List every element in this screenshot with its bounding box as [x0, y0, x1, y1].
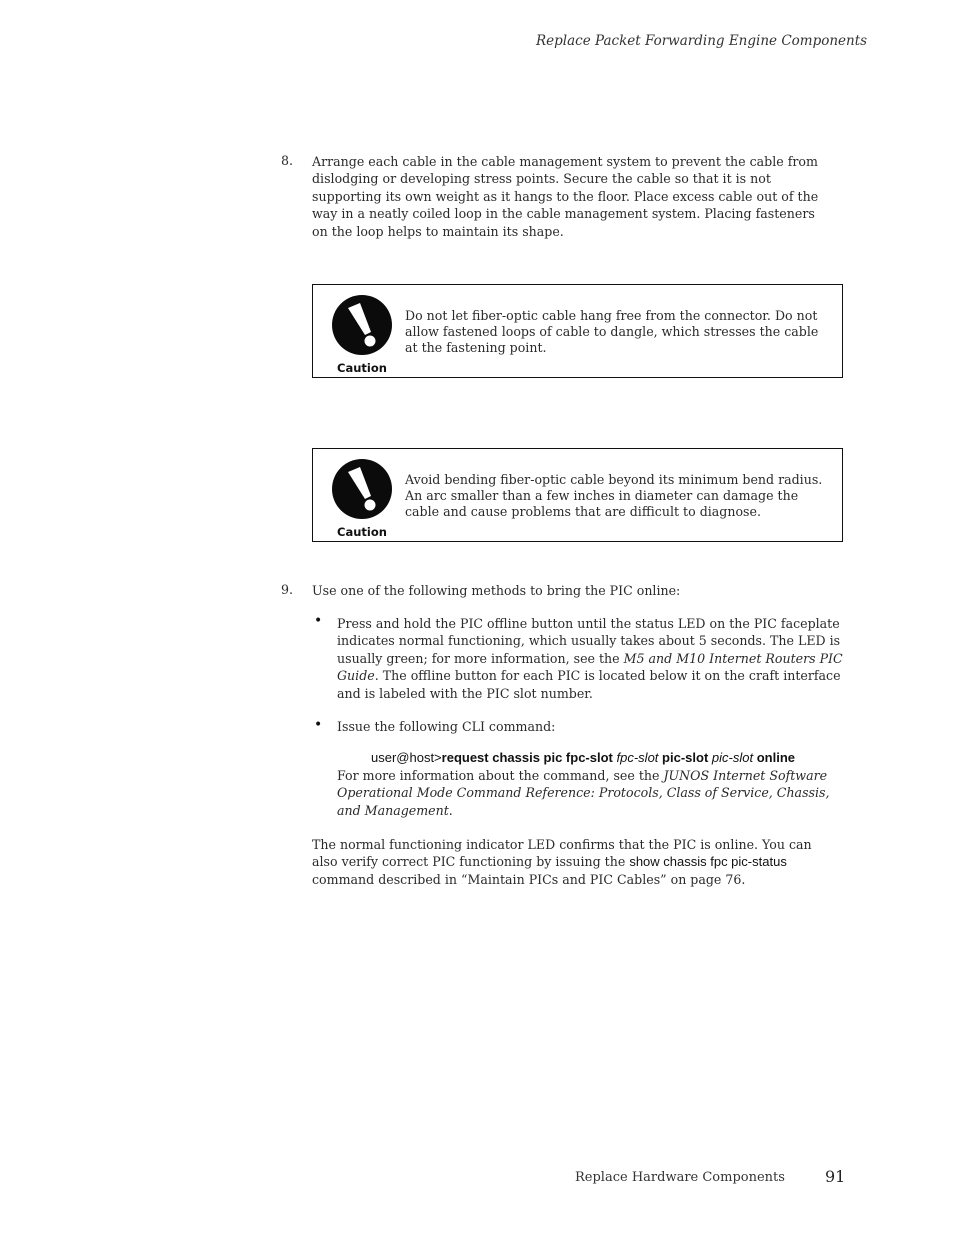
bullet-icon: • [314, 613, 323, 629]
footer-section-title: Replace Hardware Components [575, 1170, 785, 1185]
caution-box-2 [312, 448, 843, 542]
caution-label: Caution [337, 361, 387, 375]
closing-text-end: command described in “Maintain PICs and PIC Cables” on page 76. [312, 871, 746, 887]
step-9-intro: Use one of the following methods to bring the PIC online: [312, 583, 681, 598]
cli-prompt: user@host> [371, 750, 442, 765]
caution-box-1 [312, 284, 843, 378]
page-number: 91 [825, 1167, 846, 1186]
caution-exclamation-icon [331, 458, 393, 520]
step-number-8: 8. [281, 153, 294, 168]
pic-guide-reference: M5 and M10 Internet Routers PIC Guide [337, 650, 843, 684]
more-info-text: For more information about the command, see the [337, 768, 664, 783]
bullet-cli-command: Issue the following CLI command: [337, 719, 556, 734]
cli-keyword: pic-slot [662, 750, 709, 765]
cli-keyword: request chassis pic fpc-slot [441, 750, 613, 765]
command-reference-note [337, 767, 837, 819]
cli-variable: pic-slot [711, 750, 754, 765]
bullet-icon: • [314, 717, 323, 733]
step-number-9: 9. [281, 582, 294, 597]
caution-label: Caution [337, 525, 387, 539]
cli-command [371, 750, 795, 765]
caution-text: Avoid bending fiber-optic cable beyond its minimum bend radius. An arc smaller than a few inches in diameter can damage the cable and cause problems that are difficult to diagnose. [405, 472, 823, 520]
caution-text: Do not let fiber-optic cable hang free from the connector. Do not allow fastened loops of cable to dangle, which stresses the cable at the fastening point. [405, 308, 819, 356]
status-command: show chassis fpc pic-status [629, 854, 787, 870]
closing-text: The normal functioning indicator LED confirms that the PIC is online. You can also verify correct PIC functioning by issuing the [312, 837, 812, 870]
more-info-end: . [448, 802, 453, 818]
caution-exclamation-icon [331, 294, 393, 356]
bullet-1-text: Press and hold the PIC offline button until the status LED on the PIC faceplate indicates normal functioning, which usually takes about 5 seconds. The LED is usually green; for more information, see the [337, 616, 841, 666]
closing-paragraph [312, 836, 832, 888]
cli-variable: fpc-slot [616, 750, 659, 765]
command-reference-title: JUNOS Internet Software Operational Mode Command Reference: Protocols, Class of Service, Chassis, and Management [337, 768, 830, 818]
bullet-1-text-end: . The offline button for each PIC is located below it on the craft interface and is labeled with the PIC slot number. [337, 668, 841, 701]
bullet-offline-button [337, 615, 847, 702]
step-8-text: Arrange each cable in the cable management system to prevent the cable from dislodging or developing stress points. Secure the cable so that it is not supporting its own weight as it hangs to the floor. Place excess cable out of the way in a neatly coiled loop in the cable management system. Placing fasteners on the loop helps to maintain its shape. [312, 154, 819, 239]
running-header: Replace Packet Forwarding Engine Components [536, 33, 868, 49]
cli-keyword: online [756, 750, 795, 765]
